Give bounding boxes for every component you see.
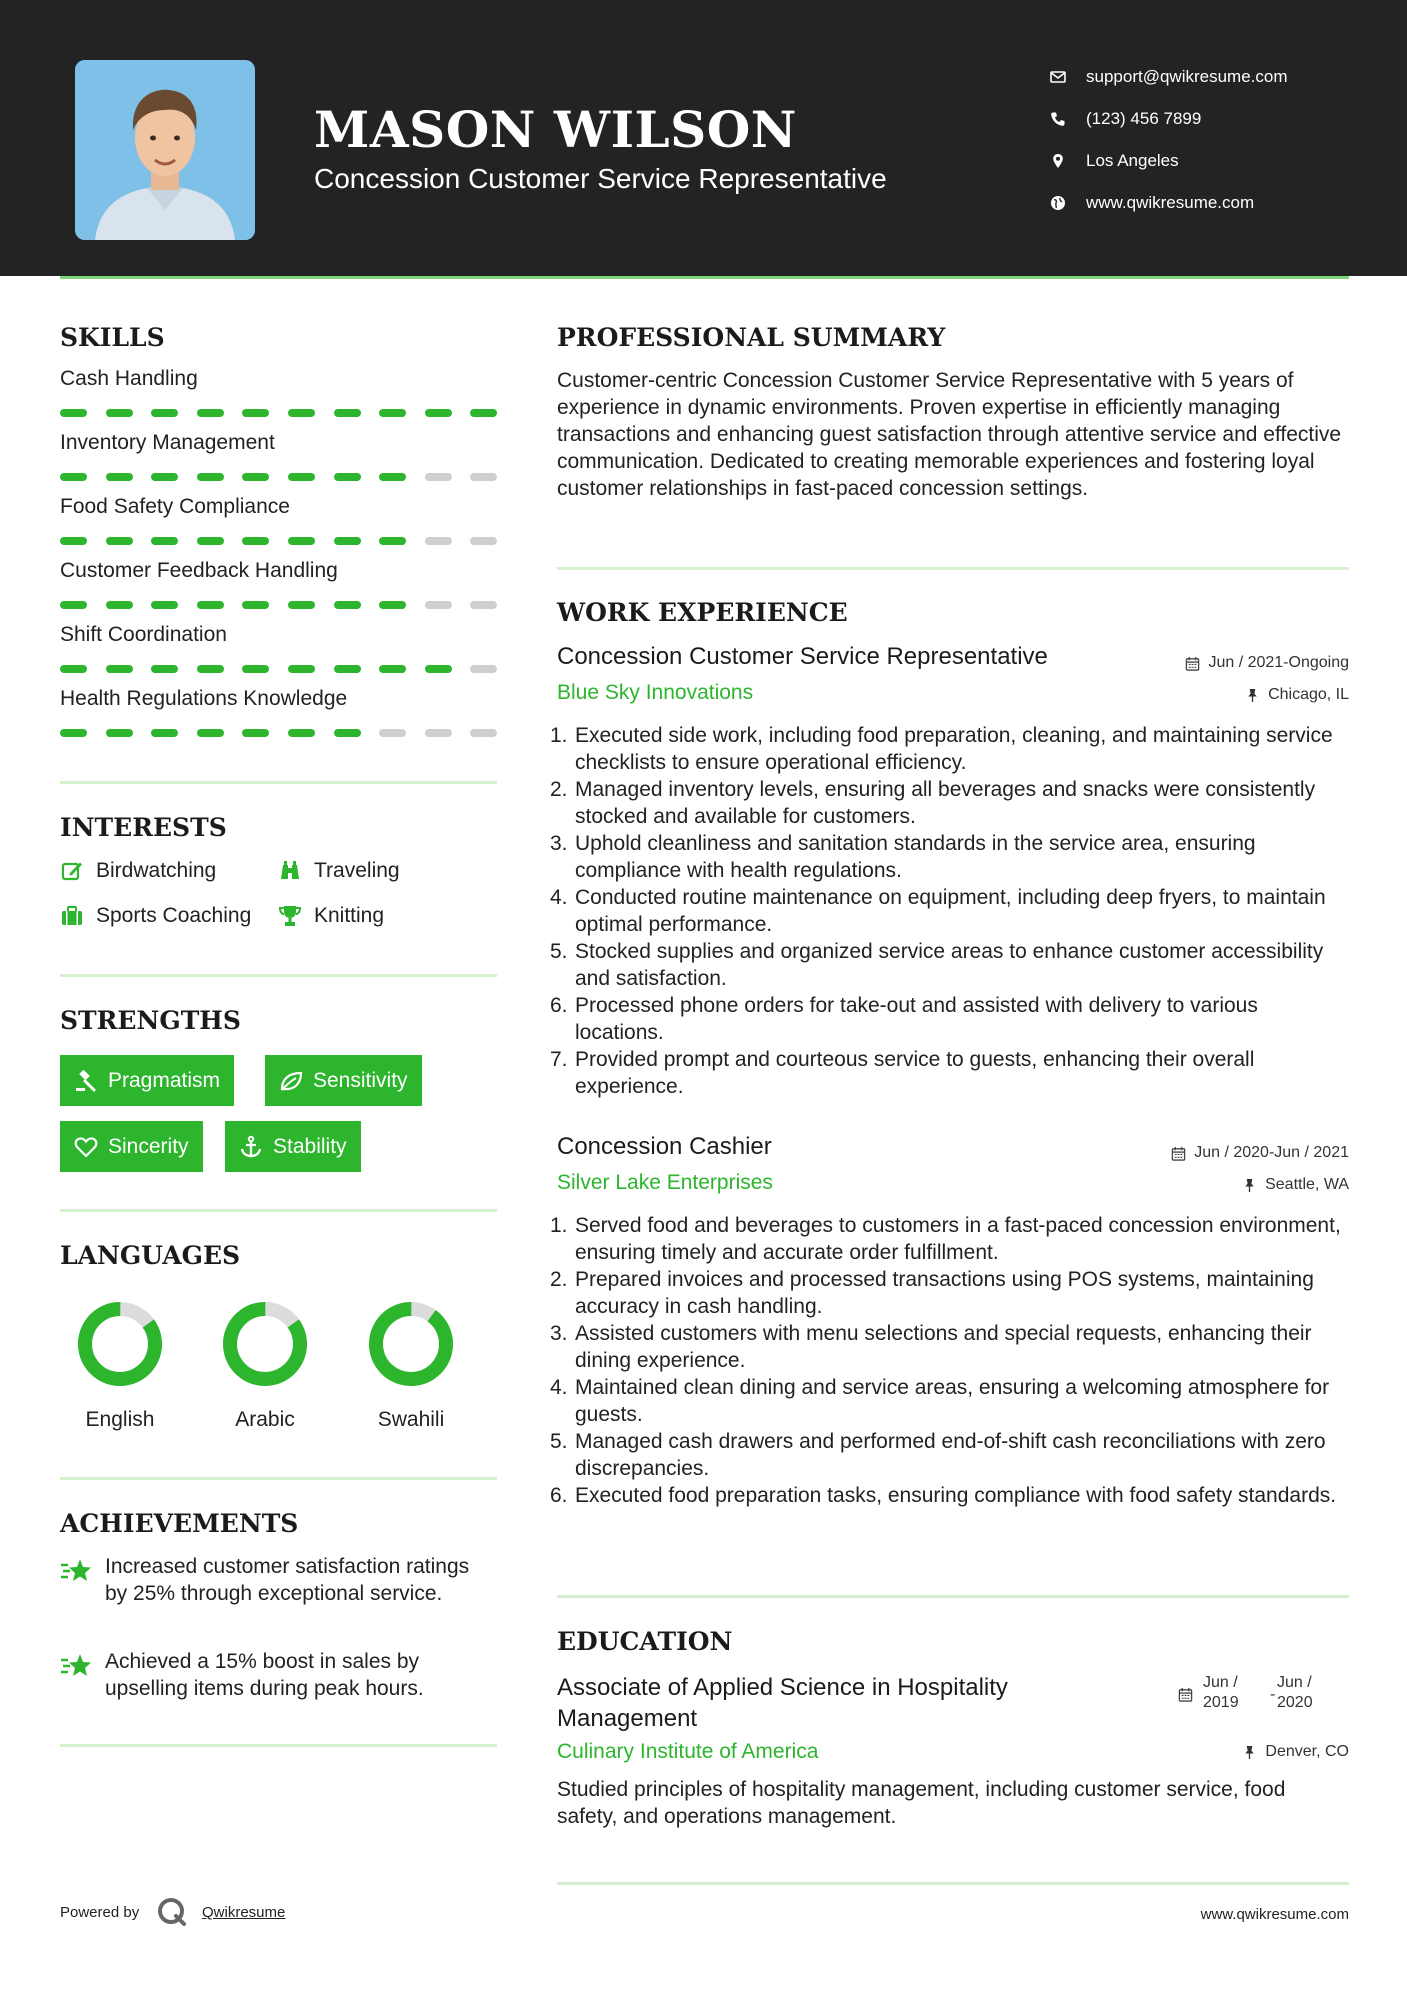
job-date-text: Jun / 2020-Jun / 2021 — [1194, 1144, 1349, 1161]
achievements-title: ACHIEVEMENTS — [60, 1509, 299, 1538]
degree-title: Associate of Applied Science in Hospitality Management — [557, 1674, 1008, 1732]
interest-item — [60, 901, 251, 931]
strength-badge — [265, 1055, 422, 1106]
skill-dot — [334, 729, 361, 737]
skill-dot — [425, 473, 452, 481]
achievement-item — [60, 1553, 500, 1607]
header-divider — [60, 276, 1349, 279]
edit-icon — [60, 859, 84, 883]
skill-dot — [151, 537, 178, 545]
strength-label: Pragmatism — [108, 1068, 221, 1092]
skill-dot — [60, 729, 87, 737]
interest-item — [60, 856, 216, 886]
section-divider — [557, 567, 1349, 570]
section-divider — [60, 781, 497, 784]
skill-dot — [151, 473, 178, 481]
job-date — [1185, 654, 1349, 672]
skill-rating — [60, 729, 497, 737]
skill-dot — [334, 665, 361, 673]
skill-dot — [151, 409, 178, 417]
skill-dot — [379, 473, 406, 481]
job-location-text: Chicago, IL — [1268, 686, 1349, 703]
skill-dot — [151, 729, 178, 737]
job-date-text: Jun / 2021-Ongoing — [1208, 654, 1349, 671]
section-divider — [557, 1595, 1349, 1598]
contact-email[interactable] — [1050, 56, 1350, 98]
education-title: EDUCATION — [557, 1627, 733, 1656]
strength-label: Stability — [273, 1134, 347, 1158]
interest-item — [278, 901, 384, 931]
pin-icon — [1245, 688, 1260, 703]
section-divider — [60, 1744, 497, 1747]
strength-label: Sensitivity — [313, 1068, 408, 1092]
skill-dot — [288, 729, 315, 737]
skill-dot — [334, 473, 361, 481]
skill-dot — [470, 665, 497, 673]
education-description: Studied principles of hospitality management, including customer service, food safety, and operations management. — [557, 1778, 1286, 1828]
skill-dot — [197, 473, 224, 481]
candidate-name: MASON WILSON — [314, 100, 797, 159]
skill-dot — [106, 473, 133, 481]
skill-dot — [242, 665, 269, 673]
bullet-item: 3. Assisted customers with menu selections and special requests, enhancing their dining experience. — [550, 1322, 1312, 1372]
achievement-item — [60, 1648, 500, 1702]
binoculars-icon — [278, 859, 302, 883]
skill-rating — [60, 473, 497, 481]
candidate-role: Concession Customer Service Representative — [314, 163, 887, 194]
skill-rating — [60, 537, 497, 545]
skill-dot — [242, 601, 269, 609]
language-item — [55, 1300, 185, 1432]
skill-dot — [379, 665, 406, 673]
strength-badge — [60, 1121, 203, 1172]
skill-dot — [288, 473, 315, 481]
heart-icon — [74, 1135, 98, 1159]
skill-dot — [425, 729, 452, 737]
skill-dot — [197, 729, 224, 737]
language-donut — [367, 1300, 455, 1388]
skill-dot — [242, 729, 269, 737]
language-name: Swahili — [377, 1408, 445, 1431]
strength-badge — [60, 1055, 234, 1106]
skill-dot — [151, 665, 178, 673]
pin-icon — [1242, 1745, 1257, 1760]
language-donut — [221, 1300, 309, 1388]
interests-title: INTERESTS — [60, 813, 227, 842]
skill-dot — [425, 665, 452, 673]
section-divider — [60, 974, 497, 977]
bullet-item: 2. Managed inventory levels, ensuring all beverages and snacks were consistently stocked and available for customers. — [550, 778, 1316, 828]
edu-date-start: Jun / 2019 — [1203, 1674, 1239, 1711]
bullet-item: 4. Maintained clean dining and service areas, ensuring a welcoming atmosphere for guests. — [550, 1376, 1330, 1426]
language-name: Arabic — [235, 1408, 295, 1431]
job-date — [1171, 1144, 1349, 1162]
interest-label: Traveling — [314, 859, 400, 882]
achievement-text: Increased customer satisfaction ratings by 25% through exceptional service. — [105, 1555, 470, 1605]
resume-header — [0, 0, 1407, 276]
skill-dot — [425, 409, 452, 417]
job-location-text: Seattle, WA — [1265, 1176, 1349, 1193]
edu-date-separator: - — [1270, 1686, 1276, 1703]
skill-name: Shift Coordination — [60, 623, 227, 646]
briefcase-icon — [60, 904, 84, 928]
skill-name: Inventory Management — [60, 431, 275, 454]
skill-dot — [106, 601, 133, 609]
language-donut — [76, 1300, 164, 1388]
job-location — [1242, 1176, 1349, 1194]
job-bullets — [550, 1212, 1352, 1509]
gavel-icon — [74, 1069, 98, 1093]
summary-title: PROFESSIONAL SUMMARY — [557, 323, 946, 352]
edu-date-end: Jun / 2020 — [1277, 1674, 1313, 1711]
skills-title: SKILLS — [60, 323, 165, 352]
languages-title: LANGUAGES — [60, 1241, 241, 1270]
skill-dot — [470, 729, 497, 737]
calendar-icon — [1178, 1687, 1193, 1702]
skill-dot — [379, 409, 406, 417]
skill-dot — [470, 409, 497, 417]
language-level-arc — [367, 1300, 455, 1388]
skill-dot — [288, 409, 315, 417]
skill-dot — [242, 473, 269, 481]
bullet-item: 2. Prepared invoices and processed transactions using POS systems, maintaining accuracy in cash handling. — [550, 1268, 1314, 1318]
location-text: Los Angeles — [1086, 151, 1179, 170]
skill-dot — [425, 601, 452, 609]
job-title: Concession Cashier — [557, 1133, 772, 1160]
skill-dot — [60, 473, 87, 481]
bullet-item: 6. Processed phone orders for take-out and assisted with delivery to various locations. — [550, 994, 1258, 1044]
skill-dot — [60, 665, 87, 673]
skill-dot — [425, 537, 452, 545]
bullet-item: 1. Served food and beverages to customers in a fast-paced concession environment, ensuring timely and accurate order fulfillment. — [550, 1214, 1341, 1264]
pin-icon — [1242, 1178, 1257, 1193]
skill-dot — [60, 537, 87, 545]
skill-dot — [242, 409, 269, 417]
trophy-icon — [278, 904, 302, 928]
language-item — [346, 1300, 476, 1432]
footer-url[interactable]: www.qwikresume.com — [1200, 1906, 1349, 1923]
skill-dot — [106, 537, 133, 545]
strength-badge — [225, 1121, 361, 1172]
contact-info — [1050, 56, 1350, 224]
contact-location — [1050, 140, 1350, 182]
skill-rating — [60, 665, 497, 673]
powered-by-label: Powered by — [60, 1904, 140, 1921]
language-item — [200, 1300, 330, 1432]
skill-item — [60, 620, 500, 650]
company-name: Silver Lake Enterprises — [557, 1171, 773, 1194]
phone-text: (123) 456 7899 — [1086, 109, 1202, 128]
website-text: www.qwikresume.com — [1086, 193, 1255, 212]
skill-rating — [60, 601, 497, 609]
contact-website[interactable] — [1050, 182, 1350, 224]
summary-text: Customer-centric Concession Customer Service Representative with 5 years of experience in dynamic environments. Proven expertise in efficiently managing transactions and enhancing guest satisfaction through attentive service and effective communication. Dedicated to creating memorable experiences and fostering loyal customer relationships in fast-paced concession settings. — [557, 369, 1342, 500]
skill-dot — [197, 665, 224, 673]
interest-item — [278, 856, 400, 886]
skill-dot — [470, 601, 497, 609]
skill-dot — [470, 537, 497, 545]
edu-location — [1242, 1743, 1349, 1761]
bullet-item: 7. Provided prompt and courteous service to guests, enhancing their overall experience. — [550, 1048, 1255, 1098]
skill-dot — [379, 601, 406, 609]
skill-dot — [197, 409, 224, 417]
skill-item — [60, 684, 500, 714]
skill-dot — [470, 473, 497, 481]
skill-dot — [197, 537, 224, 545]
skill-dot — [106, 409, 133, 417]
skill-item — [60, 492, 500, 522]
skill-dot — [288, 665, 315, 673]
interest-label: Birdwatching — [96, 859, 217, 882]
skill-name: Customer Feedback Handling — [60, 559, 338, 582]
interest-label: Sports Coaching — [96, 904, 252, 927]
skill-name: Food Safety Compliance — [60, 495, 290, 518]
email-text: support@qwikresume.com — [1086, 67, 1288, 86]
skill-dot — [197, 601, 224, 609]
language-level-arc — [76, 1300, 164, 1388]
skill-dot — [334, 537, 361, 545]
calendar-icon — [1171, 1146, 1186, 1161]
skill-rating — [60, 409, 497, 417]
qwikresume-logo-icon — [156, 1896, 188, 1928]
skill-dot — [379, 537, 406, 545]
job-title: Concession Customer Service Representative — [557, 643, 1048, 670]
skill-dot — [288, 537, 315, 545]
envelope-icon — [1050, 69, 1086, 85]
work-title: WORK EXPERIENCE — [557, 598, 848, 627]
section-divider — [557, 1882, 1349, 1885]
brand-link[interactable]: Qwikresume — [202, 1904, 286, 1921]
leaf-icon — [279, 1069, 303, 1093]
bullet-item: 4. Conducted routine maintenance on equipment, including deep fryers, to maintain optimal performance. — [550, 886, 1326, 936]
job-location — [1245, 686, 1349, 704]
skill-dot — [106, 665, 133, 673]
bullet-item: 6. Executed food preparation tasks, ensuring compliance with food safety standards. — [550, 1484, 1337, 1507]
strength-label: Sincerity — [108, 1134, 189, 1158]
skill-dot — [60, 601, 87, 609]
bullet-item: 5. Managed cash drawers and performed end-of-shift cash reconciliations with zero discrepancies. — [550, 1430, 1326, 1480]
phone-icon — [1050, 111, 1086, 127]
skill-dot — [334, 601, 361, 609]
language-level-arc — [221, 1300, 309, 1388]
profile-photo — [75, 60, 255, 240]
skill-name: Health Regulations Knowledge — [60, 687, 348, 710]
skill-item — [60, 364, 500, 394]
school-name: Culinary Institute of America — [557, 1740, 819, 1763]
skill-dot — [60, 409, 87, 417]
star-icon — [60, 1652, 92, 1680]
globe-icon — [1050, 195, 1086, 211]
bullet-item: 1. Executed side work, including food preparation, cleaning, and maintaining service checklists to ensure operational efficiency. — [550, 724, 1333, 774]
star-icon — [60, 1557, 92, 1585]
language-name: English — [85, 1408, 155, 1431]
portrait-image — [75, 60, 255, 240]
map-marker-icon — [1050, 153, 1086, 169]
company-name: Blue Sky Innovations — [557, 681, 754, 704]
bullet-item: 3. Uphold cleanliness and sanitation standards in the service area, ensuring compliance with health regulations. — [550, 832, 1256, 882]
skill-dot — [151, 601, 178, 609]
skill-name: Cash Handling — [60, 367, 198, 390]
skill-dot — [242, 537, 269, 545]
achievement-text: Achieved a 15% boost in sales by upselling items during peak hours. — [105, 1650, 424, 1700]
bullet-item: 5. Stocked supplies and organized service areas to enhance customer accessibility and satisfaction. — [550, 940, 1324, 990]
skill-item — [60, 556, 500, 586]
edu-location-text: Denver, CO — [1265, 1743, 1349, 1760]
skill-dot — [288, 601, 315, 609]
interest-label: Knitting — [314, 904, 385, 927]
anchor-icon — [239, 1135, 263, 1159]
section-divider — [60, 1209, 497, 1212]
contact-phone[interactable] — [1050, 98, 1350, 140]
skill-dot — [106, 729, 133, 737]
job-bullets — [550, 722, 1352, 1100]
strengths-title: STRENGTHS — [60, 1006, 241, 1035]
section-divider — [60, 1477, 497, 1480]
skill-dot — [379, 729, 406, 737]
skill-dot — [334, 409, 361, 417]
calendar-icon — [1185, 656, 1200, 671]
skill-item — [60, 428, 500, 458]
